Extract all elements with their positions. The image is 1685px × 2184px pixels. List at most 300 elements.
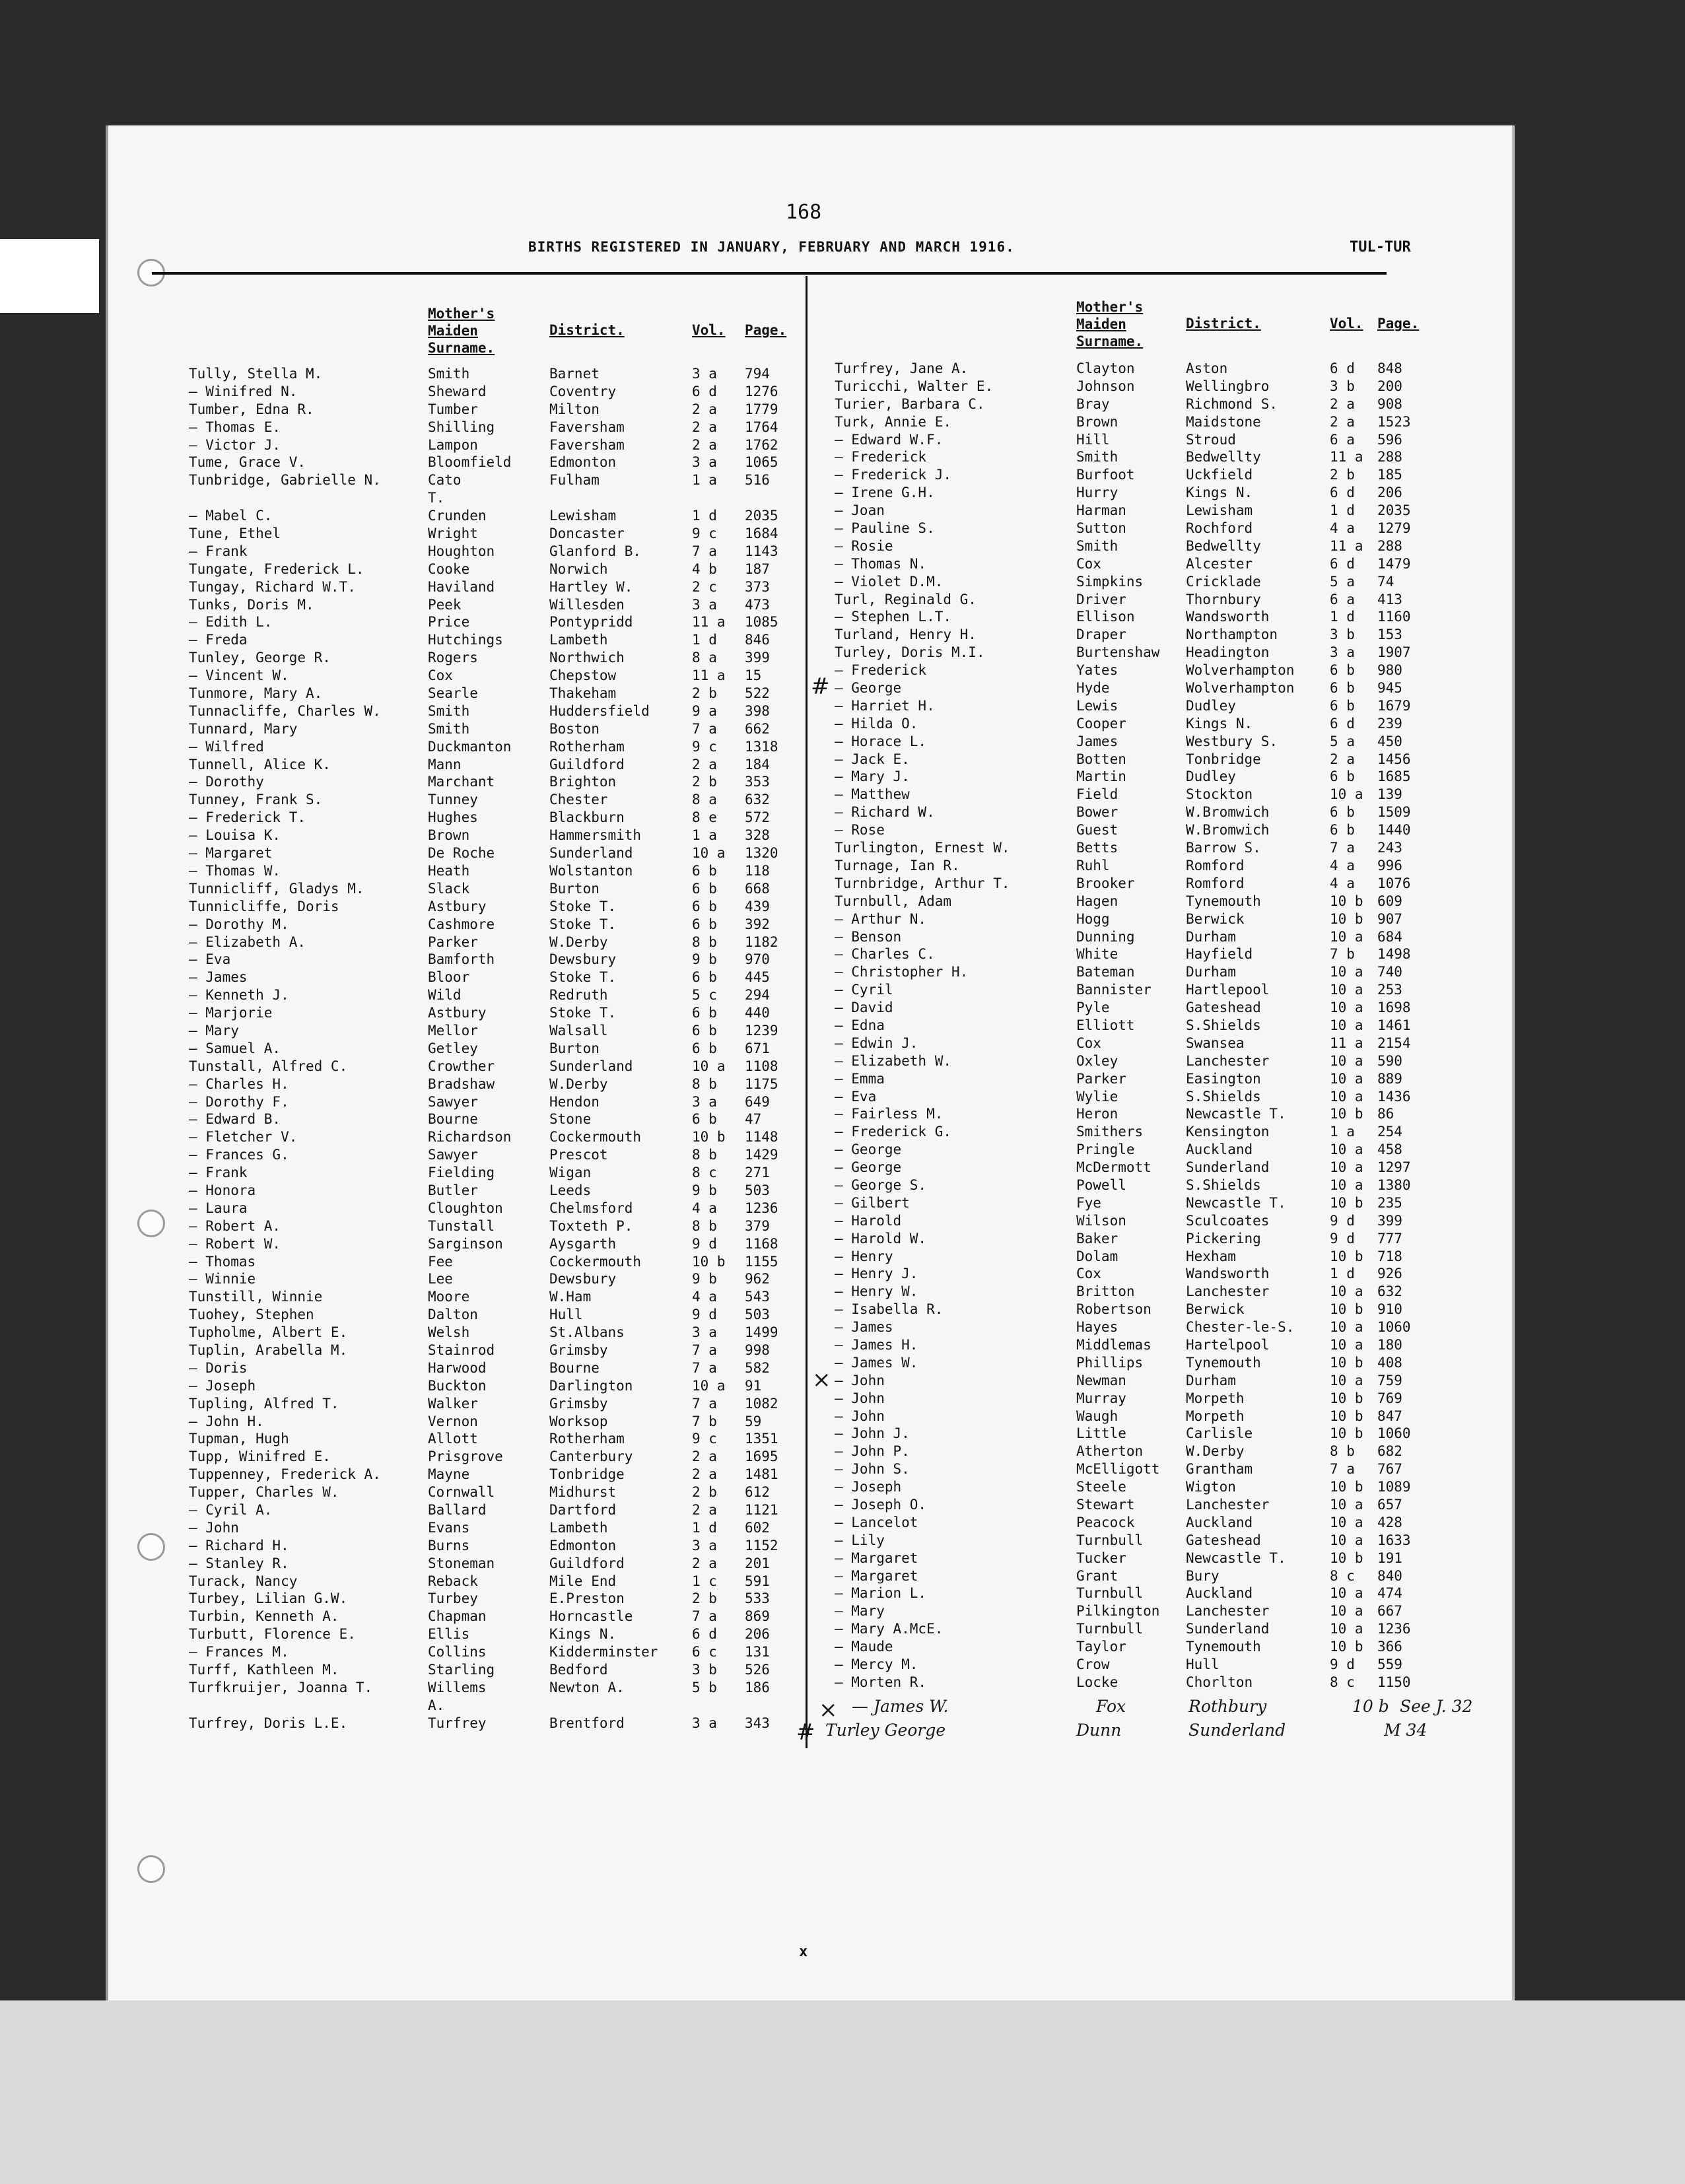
page-ref: 243 (1377, 840, 1402, 856)
mother-maiden-surname: Heath (428, 862, 470, 879)
mother-maiden-surname: Peacock (1076, 1514, 1135, 1530)
district: Richmond S. (1186, 395, 1278, 412)
district: Auckland (1186, 1514, 1253, 1530)
district: Toxteth P. (549, 1217, 633, 1234)
volume: 9 c (692, 738, 717, 755)
volume: 2 a (1330, 751, 1355, 767)
page-ref: 559 (1377, 1656, 1402, 1673)
page-ref: 1148 (745, 1129, 778, 1145)
mother-maiden-surname: Botten (1076, 751, 1126, 767)
page-ref: 1150 (1377, 1674, 1411, 1690)
entry-name: Tupling, Alfred T. (189, 1395, 339, 1412)
district: Brighton (549, 774, 617, 790)
entry-name: — Horace L. (835, 733, 927, 749)
mother-maiden-surname: Pilkington (1076, 1603, 1160, 1620)
page-ref: 1060 (1377, 1425, 1411, 1442)
scan-edge-tab (0, 239, 99, 313)
entry-name: Turbin, Kenneth A. (189, 1608, 339, 1625)
mother-maiden-surname: Fye (1076, 1194, 1101, 1211)
page-ref: 1108 (745, 1058, 778, 1074)
mother-maiden-surname: Turnbull (1076, 1621, 1144, 1637)
entry-name: Turk, Annie E. (835, 413, 952, 430)
volume: 7 a (692, 1608, 717, 1625)
page-ref: 1380 (1377, 1177, 1411, 1193)
mother-maiden-surname: Hughes (428, 809, 478, 826)
page-ref: 91 (745, 1377, 762, 1394)
mother-maiden-surname: Hogg (1076, 910, 1110, 927)
page-ref: 1236 (1377, 1621, 1411, 1637)
page-ref: 86 (1377, 1106, 1394, 1122)
district: Coventry (549, 383, 617, 399)
mother-maiden-surname: Driver (1076, 591, 1126, 607)
entry-name: — Thomas (189, 1253, 256, 1270)
entry-name: Tunnicliffe, Doris (189, 898, 339, 914)
volume: 6 b (692, 1040, 717, 1056)
entry-name: — Frances M. (189, 1644, 289, 1660)
volume: 6 b (1330, 697, 1355, 714)
page-ref: 962 (745, 1271, 770, 1287)
volume: 11 a (692, 614, 726, 631)
volume: 8 e (692, 809, 717, 826)
district: S.Shields (1186, 1177, 1261, 1193)
entry-name: — Winnie (189, 1271, 256, 1287)
district: Aston (1186, 360, 1228, 376)
volume: 9 d (1330, 1656, 1355, 1673)
entry-name: — Thomas W. (189, 862, 281, 879)
mother-maiden-surname: T. (428, 490, 445, 506)
volume: 4 a (1330, 520, 1355, 537)
volume: 6 b (1330, 662, 1355, 679)
page-ref: 294 (745, 987, 770, 1004)
mother-maiden-surname: Ellis (428, 1626, 470, 1643)
mother-maiden-surname: Hayes (1076, 1319, 1118, 1336)
mother-maiden-surname: Turfrey (428, 1715, 487, 1731)
mother-maiden-surname: Clayton (1076, 360, 1135, 376)
entry-name: Tume, Grace V. (189, 454, 306, 471)
page-ref: 1436 (1377, 1088, 1411, 1105)
page-ref: 996 (1377, 857, 1402, 873)
entry-name: — Benson (835, 928, 902, 945)
entry-name: — Mary A.McE. (835, 1621, 944, 1637)
mother-maiden-surname: Fielding (428, 1165, 495, 1181)
mother-maiden-surname: Rogers (428, 650, 478, 666)
handwritten-entry (852, 1697, 1486, 1721)
entry-name: — Louisa K. (189, 827, 281, 844)
volume: 6 b (692, 969, 717, 986)
mother-maiden-surname: Betts (1076, 840, 1118, 856)
page-number: 168 (786, 201, 822, 224)
page-ref: 1082 (745, 1395, 778, 1412)
page-ref: 271 (745, 1165, 770, 1181)
vol-header: Vol. (1330, 316, 1363, 331)
page-ref: 201 (745, 1555, 770, 1571)
mother-maiden-surname: Yates (1076, 662, 1118, 679)
page-ref: 1279 (1377, 520, 1411, 537)
district: Burton (549, 1040, 600, 1056)
district: Tynemouth (1186, 1354, 1261, 1371)
district: Kidderminster (549, 1644, 658, 1660)
district: Brentford (549, 1715, 625, 1731)
volume: 3 a (692, 596, 717, 613)
handwritten-entry (825, 1721, 1486, 1744)
page-ref: 980 (1377, 662, 1402, 679)
entry-name: — Charles C. (835, 946, 935, 963)
volume: 7 b (1330, 946, 1355, 963)
mother-maiden-surname: Peek (428, 596, 462, 613)
entry-name: — Samuel A. (189, 1040, 281, 1056)
volume: 2 a (692, 401, 717, 417)
entry-name: — Margaret (189, 845, 273, 862)
entry-name: — Pauline S. (835, 520, 935, 537)
district: Rochford (1186, 520, 1253, 537)
page-ref: 408 (1377, 1354, 1402, 1371)
entry-name: — Irene G.H. (835, 485, 935, 501)
district: Sculcoates (1186, 1212, 1270, 1229)
district: Kings N. (1186, 485, 1253, 501)
page-ref: 632 (1377, 1283, 1402, 1300)
hash-mark-icon: # (811, 673, 830, 700)
page-ref: 2035 (745, 508, 778, 524)
entry-name: Turnage, Ian R. (835, 857, 960, 873)
volume: 2 a (692, 1449, 717, 1465)
volume: 10 a (1330, 786, 1363, 803)
mother-maiden-surname: Cooke (428, 561, 470, 577)
entry-name: Tuppenney, Frederick A. (189, 1466, 381, 1483)
district: Tynemouth (1186, 1639, 1261, 1655)
page-ref: 516 (745, 472, 770, 489)
entry-name: Tuplin, Arabella M. (189, 1342, 348, 1358)
volume: 4 a (692, 1289, 717, 1305)
binder-hole-icon (137, 1533, 165, 1561)
header-line: Surname. (428, 340, 495, 356)
page-ref: 186 (745, 1679, 770, 1695)
page-ref: 522 (745, 685, 770, 702)
volume: 7 a (692, 720, 717, 737)
district: Uckfield (1186, 467, 1253, 483)
binder-hole-icon (137, 1855, 165, 1883)
page-ref: 239 (1377, 715, 1402, 732)
handwritten-mother: Fox (1096, 1697, 1126, 1716)
page-ref: 185 (1377, 467, 1402, 483)
district: Fulham (549, 472, 600, 489)
mother-maiden-surname: Smith (428, 702, 470, 719)
page-ref: 794 (745, 366, 770, 382)
district: Lambeth (549, 1519, 608, 1536)
district: Stoke T. (549, 1005, 617, 1021)
volume: 6 d (1330, 715, 1355, 732)
column-divider (806, 276, 808, 1748)
page-header: Page. (745, 322, 787, 338)
page-ref: 1509 (1377, 804, 1411, 821)
district: Kings N. (549, 1626, 617, 1643)
mother-maiden-surname: James (1076, 733, 1118, 749)
entry-name: Tuohey, Stephen (189, 1307, 314, 1323)
page-ref: 998 (745, 1342, 770, 1358)
entry-name: Tully, Stella M. (189, 366, 323, 382)
page-ref: 1121 (745, 1502, 778, 1518)
volume: 2 b (692, 1590, 717, 1607)
entry-name: — Vincent W. (189, 667, 289, 684)
mother-maiden-surname: Mann (428, 756, 462, 772)
district: Blackburn (549, 809, 625, 826)
page-ref: 1060 (1377, 1319, 1411, 1336)
mother-maiden-surname: Wylie (1076, 1088, 1118, 1105)
entry-name: — John P. (835, 1443, 910, 1460)
district: Swansea (1186, 1035, 1245, 1051)
entry-name: — Frederick T. (189, 809, 306, 826)
entry-name: Tunley, George R. (189, 650, 331, 666)
entry-name: Turicchi, Walter E. (835, 378, 994, 394)
volume: 1 d (1330, 609, 1355, 625)
page-ref: 1429 (745, 1147, 778, 1163)
mother-maiden-surname: Crow (1076, 1656, 1110, 1673)
district: Durham (1186, 928, 1236, 945)
mother-maiden-surname: Richardson (428, 1129, 512, 1145)
page-ref: 526 (745, 1662, 770, 1678)
district: Worksop (549, 1413, 608, 1429)
entry-name: — Gilbert (835, 1194, 910, 1211)
entry-name: — Frederick (835, 662, 927, 679)
district: W.Derby (549, 934, 608, 950)
page-ref: 945 (1377, 680, 1402, 697)
volume: 6 d (1330, 485, 1355, 501)
mother-maiden-surname: Cato (428, 472, 462, 489)
district: Lanchester (1186, 1283, 1270, 1300)
district: S.Shields (1186, 1088, 1261, 1105)
mother-maiden-surname-header (1076, 298, 1143, 350)
entry-name: — Doris (189, 1359, 248, 1376)
volume: 2 a (1330, 395, 1355, 412)
volume: 10 a (1330, 1000, 1363, 1016)
volume: 3 a (692, 1537, 717, 1553)
mother-maiden-surname: Burtenshaw (1076, 644, 1160, 661)
mother-maiden-surname: Murray (1076, 1390, 1126, 1406)
district: Lanchester (1186, 1603, 1270, 1620)
entry-name: — Joseph (189, 1377, 256, 1394)
page-ref: 15 (745, 667, 762, 684)
district: Grimsby (549, 1395, 608, 1412)
entry-name: Tunmore, Mary A. (189, 685, 323, 702)
district: Sunderland (549, 845, 633, 862)
mother-maiden-surname: Pringle (1076, 1142, 1135, 1158)
volume: 1 d (692, 632, 717, 648)
volume: 8 b (692, 934, 717, 950)
entry-name: — John (189, 1519, 239, 1536)
district: Chelmsford (549, 1200, 633, 1216)
district: Hull (549, 1307, 583, 1323)
page-ref: 684 (1377, 928, 1402, 945)
district: Newcastle T. (1186, 1194, 1286, 1211)
volume: 10 a (1330, 928, 1363, 945)
volume: 10 b (692, 1253, 726, 1270)
district: Aysgarth (549, 1235, 617, 1252)
entry-name: Turier, Barbara C. (835, 395, 985, 412)
district: Hayfield (1186, 946, 1253, 963)
mother-maiden-surname: Smith (428, 366, 470, 382)
district: Pickering (1186, 1230, 1261, 1246)
entry-name: — Kenneth J. (189, 987, 289, 1004)
page-ref: 1685 (1377, 768, 1411, 785)
district: Hexham (1186, 1248, 1236, 1264)
mother-maiden-surname: Simpkins (1076, 573, 1144, 590)
volume: 10 a (1330, 1142, 1363, 1158)
mother-maiden-surname: Bloomfield (428, 454, 512, 471)
page-ref: 1762 (745, 436, 778, 453)
handwritten-page: See J. 32 (1400, 1697, 1473, 1716)
handwritten-name: Turley George (825, 1721, 946, 1740)
page-ref: 1481 (745, 1466, 778, 1483)
page-ref: 848 (1377, 360, 1402, 376)
page-ref: 1498 (1377, 946, 1411, 963)
header-rule (152, 272, 1387, 275)
page-ref: 1764 (745, 419, 778, 435)
entry-name: Turfrey, Doris L.E. (189, 1715, 348, 1731)
volume: 3 b (692, 1662, 717, 1678)
district: Lanchester (1186, 1052, 1270, 1069)
entry-name: — Edna (835, 1017, 885, 1033)
entry-name: — Frederick G. (835, 1124, 952, 1140)
mother-maiden-surname: Mellor (428, 1022, 478, 1039)
page-ref: 1239 (745, 1022, 778, 1039)
district: Thakeham (549, 685, 617, 702)
entry-name: Turff, Kathleen M. (189, 1662, 339, 1678)
district: Dewsbury (549, 1271, 617, 1287)
page-ref: 1076 (1377, 875, 1411, 891)
entry-name: — Henry J. (835, 1266, 918, 1282)
mother-maiden-surname: Bannister (1076, 982, 1152, 998)
entry-name: — Edwin J. (835, 1035, 918, 1051)
cross-mark-icon: × (819, 1697, 838, 1723)
volume: 2 b (692, 685, 717, 702)
mother-maiden-surname: Bradshaw (428, 1075, 495, 1092)
volume: 1 a (692, 472, 717, 489)
mother-maiden-surname: Turbey (428, 1590, 478, 1607)
entry-name: — George (835, 680, 902, 697)
district: Wandsworth (1186, 1266, 1270, 1282)
district: Kensington (1186, 1124, 1270, 1140)
entry-name: — Hilda O. (835, 715, 918, 732)
header-line: Mother's (428, 306, 495, 322)
mother-maiden-surname: Stainrod (428, 1342, 495, 1358)
volume: 10 b (1330, 1301, 1363, 1318)
volume: 5 a (1330, 573, 1355, 590)
volume: 2 c (692, 578, 717, 595)
entry-name: Tunney, Frank S. (189, 792, 323, 808)
entry-name: — Emma (835, 1070, 885, 1087)
page-header: Page. (1377, 316, 1420, 331)
entry-name: — Victor J. (189, 436, 281, 453)
entry-name: Turl, Reginald G. (835, 591, 977, 607)
mother-maiden-surname: Brown (428, 827, 470, 844)
mother-maiden-surname: Evans (428, 1519, 470, 1536)
mother-maiden-surname: Guest (1076, 822, 1118, 838)
entry-name: Tunnell, Alice K. (189, 756, 331, 772)
volume: 3 a (692, 366, 717, 382)
page-title: BIRTHS REGISTERED IN JANUARY, FEBRUARY AND MARCH 1916. (528, 239, 1015, 255)
mother-maiden-surname: Smith (428, 720, 470, 737)
district: Glanford B. (549, 543, 642, 559)
mother-maiden-surname: Crowther (428, 1058, 495, 1074)
page-ref: 970 (745, 951, 770, 968)
volume: 6 b (692, 862, 717, 879)
entry-name: — James W. (835, 1354, 918, 1371)
mother-maiden-surname: Getley (428, 1040, 478, 1056)
volume: 6 b (692, 916, 717, 932)
page-ref: 1065 (745, 454, 778, 471)
handwritten-district: Rothbury (1188, 1697, 1267, 1716)
volume: 10 b (1330, 1248, 1363, 1264)
entry-name: — Thomas E. (189, 419, 281, 435)
volume: 10 a (1330, 1088, 1363, 1105)
volume: 11 a (692, 667, 726, 684)
volume: 6 b (692, 1111, 717, 1128)
page-ref: 767 (1377, 1461, 1402, 1478)
district: Tynemouth (1186, 893, 1261, 909)
page-ref: 184 (745, 756, 770, 772)
mother-maiden-surname: Wilson (1076, 1212, 1126, 1229)
district: Tonbridge (549, 1466, 625, 1483)
district: Stroud (1186, 431, 1236, 448)
entry-name: — Robert A. (189, 1217, 281, 1234)
volume: 9 d (1330, 1230, 1355, 1246)
volume: 1 d (692, 508, 717, 524)
mother-maiden-surname: Cooper (1076, 715, 1126, 732)
volume: 6 b (1330, 768, 1355, 785)
page-ref: 1695 (745, 1449, 778, 1465)
district: Doncaster (549, 526, 625, 542)
district: Redruth (549, 987, 608, 1004)
mother-maiden-surname: Tunney (428, 792, 478, 808)
district: Hartelpool (1186, 1336, 1270, 1353)
district: Canterbury (549, 1449, 633, 1465)
mother-maiden-surname: Bateman (1076, 964, 1135, 980)
volume: 9 d (692, 1235, 717, 1252)
mother-maiden-surname: McDermott (1076, 1159, 1152, 1176)
entry-name: — Thomas N. (835, 555, 927, 572)
mother-maiden-surname: Parker (1076, 1070, 1126, 1087)
district: Willesden (549, 596, 625, 613)
mother-maiden-surname: Lampon (428, 436, 478, 453)
entry-name: — Fletcher V. (189, 1129, 298, 1145)
mother-maiden-surname: Cornwall (428, 1484, 495, 1501)
volume: 10 b (692, 1129, 726, 1145)
district: Faversham (549, 436, 625, 453)
handwritten-district: Sunderland (1188, 1721, 1286, 1740)
mother-maiden-surname: Starling (428, 1662, 495, 1678)
district: Wolverhampton (1186, 680, 1295, 697)
mother-maiden-surname: Newman (1076, 1372, 1126, 1388)
mother-maiden-surname: Powell (1076, 1177, 1126, 1193)
district: W.Derby (1186, 1443, 1245, 1460)
district: Durham (1186, 1372, 1236, 1388)
entry-name: Tumber, Edna R. (189, 401, 314, 417)
district: Hammersmith (549, 827, 642, 844)
district: Wigton (1186, 1479, 1236, 1495)
entry-name: — Freda (189, 632, 248, 648)
entry-name: — Marion L. (835, 1585, 927, 1602)
page-ref: 602 (745, 1519, 770, 1536)
district: W.Ham (549, 1289, 592, 1305)
volume: 3 a (692, 454, 717, 471)
volume: 10 b (1330, 1390, 1363, 1406)
entry-name: — James H. (835, 1336, 918, 1353)
mother-maiden-surname: Vernon (428, 1413, 478, 1429)
page-ref: 288 (1377, 449, 1402, 465)
mother-maiden-surname: De Roche (428, 845, 495, 862)
entry-name: — Frank (189, 543, 248, 559)
district: W.Derby (549, 1075, 608, 1092)
district: Newton A. (549, 1679, 625, 1695)
